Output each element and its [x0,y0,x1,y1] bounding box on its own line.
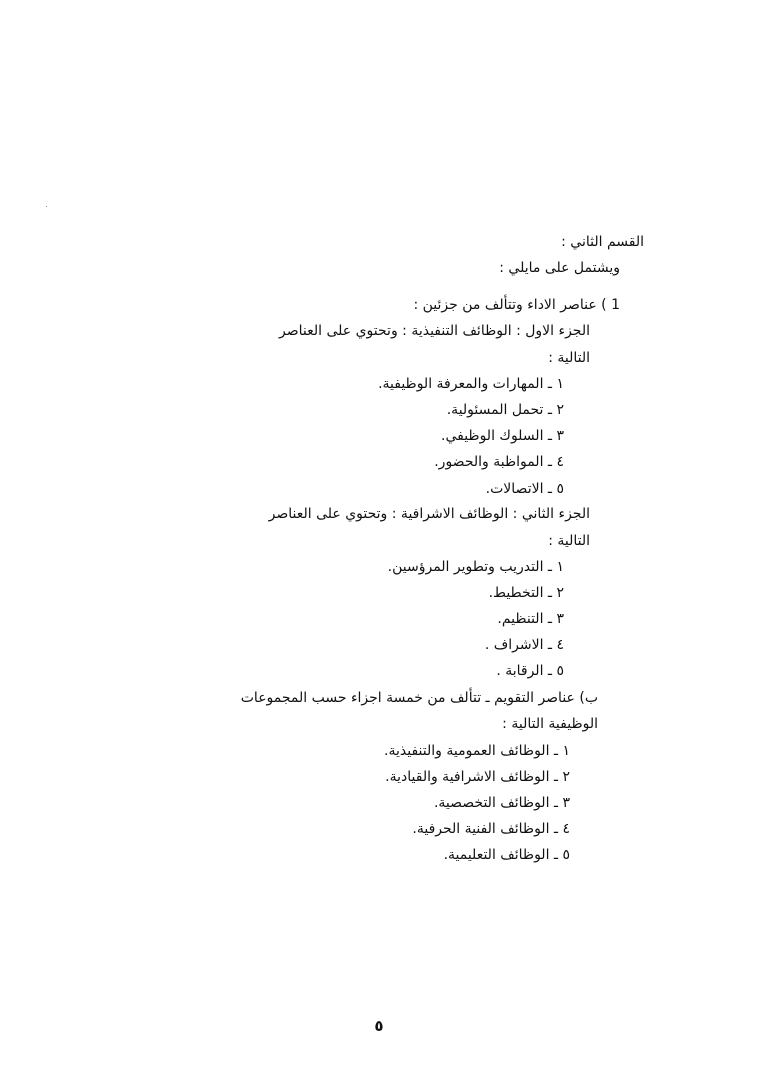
scan-speck [46,206,47,207]
evaluation-line1: ب) عناصر التقويم ـ تتألف من خمسة اجزاء حسب المجموعات [240,690,598,706]
list-item: ٢ ـ التخطيط. [488,585,564,601]
list-item: ٥ ـ الاتصالات. [485,481,564,497]
part2-line1: الجزء الثاني : الوظائف الاشرافية : وتحتوي على العناصر [268,506,590,522]
part2-line2: التالية : [548,533,590,549]
list-item: ٤ ـ الوظائف الفنية الحرفية. [412,821,570,837]
list-item: ٤ ـ الاشراف . [484,637,564,653]
list-item: ٥ ـ الرقابة . [496,663,564,679]
performance-heading: 1 ) عناصر الاداء وتتألف من جزئين : [413,297,620,313]
list-item: ٥ ـ الوظائف التعليمية. [443,847,570,863]
list-item: ٤ ـ المواظبة والحضور. [434,454,564,470]
list-item: ١ ـ المهارات والمعرفة الوظيفية. [378,376,564,392]
part1-line1: الجزء الاول : الوظائف التنفيذية : وتحتوي على العناصر [279,323,590,339]
list-item: ٣ ـ الوظائف التخصصية. [433,795,570,811]
list-item: ٢ ـ تحمل المسئولية. [446,402,564,418]
evaluation-line2: الوظيفية التالية : [502,716,598,732]
intro-line: ويشتمل على مايلي : [499,260,620,276]
list-item: ٣ ـ السلوك الوظيفي. [441,428,564,444]
list-item: ١ ـ التدريب وتطوير المرؤسين. [387,559,564,575]
list-item: ٣ ـ التنظيم. [497,611,564,627]
list-item: ١ ـ الوظائف العمومية والتنفيذية. [384,743,570,759]
list-item: ٢ ـ الوظائف الاشرافية والقيادية. [385,769,570,785]
section-title: القسم الثاني : [561,234,644,250]
part1-line2: التالية : [548,350,590,366]
page-number: ٥ [374,1017,384,1035]
